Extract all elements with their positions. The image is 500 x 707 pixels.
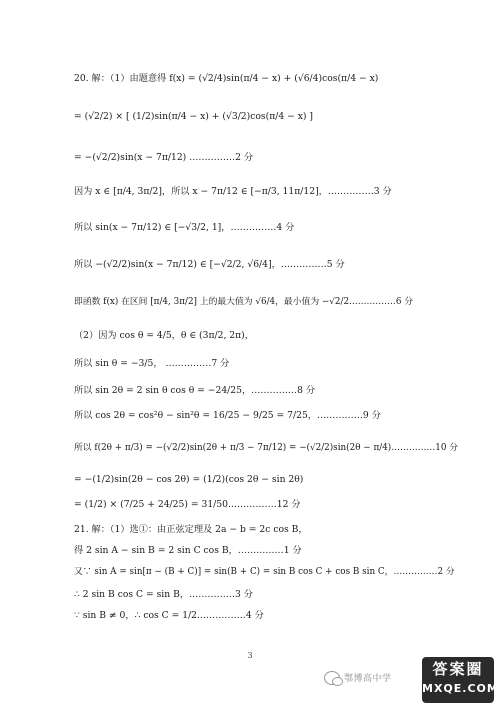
- text-line: ∵ sin B ≠ 0，∴ cos C = 1/2.……………4 分: [74, 610, 264, 621]
- text-line: 即函数 f(x) 在区间 [π/4, 3π/2] 上的最大值为 √6/4，最小值为 −√2/2.……………6 分: [74, 297, 414, 307]
- text-line: 所以 f(2θ + π/3) = −(√2/2)sin(2θ + π/3 − 7π/12) = −(√2/2)sin(2θ − π/4)……………10 分: [74, 443, 459, 453]
- wechat-icon: [324, 671, 340, 685]
- text-line: 又∵ sin A = sin[π − (B + C)] = sin(B + C) = sin B cos C + cos B sin C，……………2 分: [74, 567, 455, 577]
- text-line: = −(√2/2)sin(x − 7π/12) ……………2 分: [74, 152, 254, 163]
- watermark-logo: [422, 657, 499, 703]
- text-line: （2）因为 cos θ = 4/5，θ ∈ (3π/2, 2π)，: [74, 330, 254, 341]
- text-line: 所以 sin θ = −3/5， ……………7 分: [74, 358, 230, 369]
- page-number: 3: [247, 651, 253, 660]
- text-line: 所以 sin(x − 7π/12) ∈ [−√3/2, 1]，……………4 分: [74, 222, 295, 233]
- text-line: 因为 x ∈ [π/4, 3π/2]，所以 x − 7π/12 ∈ [−π/3, 11π/12]，……………3 分: [74, 186, 392, 197]
- text-line: 所以 cos 2θ = cos²θ − sin²θ = 16/25 − 9/25 = 7/25，……………9 分: [74, 410, 381, 421]
- text-line: ∴ 2 sin B cos C = sin B，……………3 分: [74, 589, 253, 600]
- text-line: 得 2 sin A − sin B = 2 sin C cos B，……………1 分: [74, 545, 302, 556]
- text-line: 20. 解：（1）由题意得 f(x) = (√2/4)sin(π/4 − x) + (√6/4)cos(π/4 − x): [74, 73, 379, 84]
- text-line: = −(1/2)sin(2θ − cos 2θ) = (1/2)(cos 2θ − sin 2θ): [74, 474, 304, 485]
- watermark-account-name: 鄂博高中学: [344, 674, 392, 684]
- watermark: [324, 657, 499, 703]
- text-line: = (√2/2) × [ (1/2)sin(π/4 − x) + (√3/2)cos(π/4 − x) ]: [74, 111, 313, 122]
- text-line: = (1/2) × (7/25 + 24/25) = 31/50.……………12 分: [74, 499, 301, 510]
- text-line: 所以 −(√2/2)sin(x − 7π/12) ∈ [−√2/2, √6/4]，……………5 分: [74, 259, 345, 270]
- watermark-logo-bottom: MXQE.COM: [422, 682, 499, 695]
- watermark-logo-top: 答案圈: [432, 660, 484, 678]
- text-line: 所以 sin 2θ = 2 sin θ cos θ = −24/25，……………8 分: [74, 385, 316, 396]
- text-line: 21. 解：（1）选①：由正弦定理及 2a − b = 2c cos B，: [74, 524, 308, 535]
